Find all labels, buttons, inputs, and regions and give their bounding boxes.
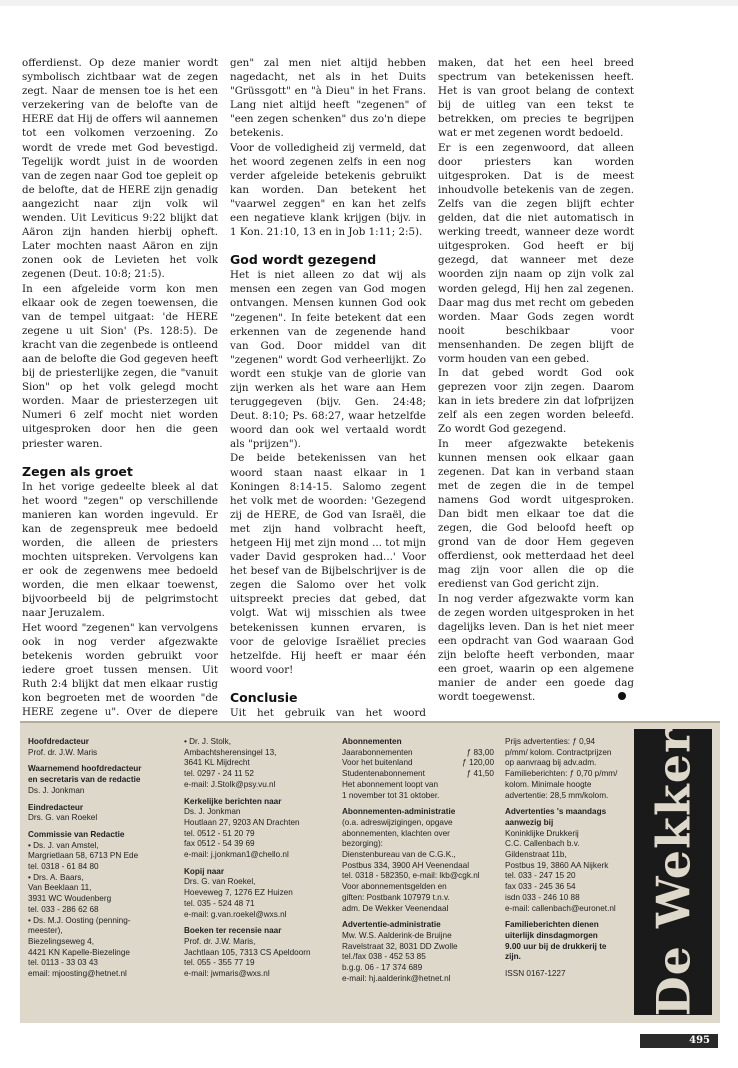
colophon-line: isdn 033 - 246 10 88 — [505, 892, 580, 902]
colophon-line: Van Beeklaan 11, — [28, 883, 92, 893]
colophon-heading: 9.00 uur bij de drukkerij te — [505, 941, 607, 951]
colophon-heading: Kopij naar — [184, 866, 225, 876]
paragraph: In meer afgezwakte betekenis kunnen mensen ook elkaar gaan zegenen. Dat kan in verband staan met de zegen die in de tempel namens God wordt uitgesproken. Dan bidt men elkaar toe dat die zegen, die God beloofd heeft op grond van de door Hem gegeven offerdienst, ook metterdaad het deel mag zijn voor allen die op die eredienst van God gericht zijn. — [438, 437, 634, 591]
colophon-heading: zijn. — [505, 952, 521, 962]
colophon-heading: Boeken ter recensie naar — [184, 926, 282, 936]
colophon-line: tel. 033 - 247 15 20 — [505, 871, 576, 881]
colophon-line: tel. 055 - 355 77 19 — [184, 958, 255, 968]
colophon-heading: Advertentie-administratie — [342, 920, 441, 930]
end-of-article-bullet-icon — [618, 692, 626, 700]
paragraph: De beide betekenissen van het woord staan naast elkaar in 1 Koningen 8:14-15. Salomo zegent het volk met de woorden: 'Gezegend zij de HERE, de God van Israël, die met zijn hand volbracht heeft, hetgeen Hij met zijn mond ... tot mijn vader David gesproken had...' Voor het besef van de Bijbelschrijver is de zegen die Salomo over het volk uitspreekt precies dat gebed, dat volgt. Wat wij misschien als twee betekenissen kunnen ervaren, is voor de gelovige Israëliet precies hetzelfde. Hij heeft er maar één woord voor! — [230, 452, 426, 676]
colophon-line: bezorging): — [342, 839, 383, 849]
colophon-line: Ambachtsherensingel 13, — [184, 747, 277, 757]
top-scan-edge — [0, 0, 738, 6]
section-heading: God wordt gezegend — [230, 252, 377, 268]
rate-label: Studentenabonnement — [342, 769, 425, 779]
colophon-line: fax 0512 - 54 39 69 — [184, 839, 255, 849]
colophon-line: op aanvraag bij adv.adm. — [505, 758, 597, 768]
email-link[interactable]: email: mjoosting@hetnet.nl — [28, 969, 127, 979]
colophon-column-3 — [342, 737, 494, 990]
colophon-line: p/mm/ kolom. Contractprijzen — [505, 747, 612, 757]
colophon-line: Prof. dr. J.W. Maris — [28, 747, 98, 757]
email-link[interactable]: e-mail: j.jonkman1@chello.nl — [184, 850, 289, 860]
colophon-heading: aanwezig bij — [505, 817, 554, 827]
colophon-line: (o.a. adreswijzigingen, opgave — [342, 817, 453, 827]
colophon-line: Ds. J. Jonkman — [184, 807, 241, 817]
colophon-line: Biezelingseweg 4, — [28, 936, 94, 946]
colophon-line: Dienstenbureau van de C.G.K., — [342, 850, 456, 860]
colophon-line: tel. 0113 - 33 03 43 — [28, 958, 98, 968]
rate-row — [342, 758, 494, 769]
colophon-line: fax 033 - 245 36 54 — [505, 882, 576, 892]
section-heading: Zegen als groet — [22, 463, 133, 479]
colophon-heading: Familieberichten dienen — [505, 920, 599, 930]
paragraph: In nog verder afgezwakte vorm kan de zegen worden uitgesproken in het dagelijks leven. Dan is het niet meer een opdracht van God waaraan God zijn belofte heeft verbonden, maar een groet, waarin op een algemene manier de ander een goede dag wordt toegewenst. — [438, 592, 634, 704]
rate-label: Voor het buitenland — [342, 758, 413, 768]
de-wekker-logo — [634, 729, 712, 1015]
rate-value: ƒ 41,50 — [466, 769, 494, 779]
colophon-line: Postbus 334, 3900 AH Veenendaal — [342, 860, 470, 870]
colophon-line: 1 november tot 31 oktober. — [342, 790, 440, 800]
colophon-heading: Hoofdredacteur — [28, 737, 89, 746]
colophon-line: Gildenstraat 11b, — [505, 850, 567, 860]
rate-value: ƒ 120,00 — [462, 758, 494, 768]
colophon-line: Prijs advertenties: ƒ 0,94 — [505, 737, 596, 746]
paragraph: Voor de volledigheid zij vermeld, dat het woord zegenen zelfs in een nog verder afgeleide betekenis gebruikt kan worden. Dan betekent het "vaarwel zeggen" en kan het zelfs een negatieve klank krijgen (bijv. in 1 Kon. 21:10, 13 en in Job 1:11; 2:5). — [230, 141, 426, 239]
colophon-line: 3641 KL Mijdrecht — [184, 758, 250, 768]
colophon-line: • Drs. A. Baars, — [28, 872, 84, 882]
colophon-line: 4421 KN Kapelle-Biezelinge — [28, 947, 130, 957]
colophon-line: advertentie: 28,5 mm/kolom. — [505, 790, 609, 800]
rate-row — [342, 748, 494, 759]
colophon-line: abonnementen, klachten over — [342, 828, 450, 838]
rate-value: ƒ 83,00 — [466, 747, 494, 757]
paragraph: In het vorige gedeelte bleek al dat het woord "zegen" op verschillende manieren kan worden ingevuld. Er kan de zegenspreuk mee bedoeld worden, die alleen de priesters mochten uitspreken. Vervolgens kan er ook de zegenwens mee bedoeld worden, die men elkaar toewenst, bijvoorbeeld bij de pelgrimstocht naar Jeruzalem. — [22, 480, 218, 620]
logo-text: De Wekker — [646, 727, 700, 1017]
email-link[interactable]: e-mail: J.Stolk@psy.vu.nl — [184, 779, 276, 789]
rate-label: Jaarabonnementen — [342, 747, 413, 757]
colophon-line: tel. 0297 - 24 11 52 — [184, 769, 254, 779]
colophon-line: Koninklijke Drukkerij — [505, 828, 579, 838]
colophon-line: tel. 0318 - 582350, e-mail: lkb@cgk.nl — [342, 871, 480, 881]
colophon-line: tel./fax 038 - 452 53 85 — [342, 952, 426, 962]
email-link[interactable]: e-mail: g.van.roekel@wxs.nl — [184, 909, 287, 919]
article-column-3 — [438, 56, 634, 704]
colophon-heading: Abonnementen-administratie — [342, 807, 456, 817]
colophon-line: Margrietlaan 58, 6713 PN Ede — [28, 851, 139, 861]
colophon-heading: Kerkelijke berichten naar — [184, 796, 282, 806]
colophon-heading: uiterlijk dinsdagmorgen — [505, 930, 598, 940]
paragraph: Er is een zegenwoord, dat alleen door priesters kan worden uitgesproken. Dat is de meest inhoudvolle betekenis van de zegen. Zelfs van die zegen blijft echter gelden, dat die niet automatisch in werking treedt, wanneer deze wordt uitgesproken. God heeft er bij gezegd, dat wanneer met deze woorden zijn naam op zijn volk zal worden gelegd, Hij hen zal zegenen. Daar mag dus met recht om gebeden worden. Maar Gods zegen wordt nooit beschikbaar voor mensenhanden. De zegen blijft de vorm houden van een gebed. — [438, 141, 634, 365]
colophon-line: • Ds. J. van Amstel, — [28, 840, 99, 850]
paragraph: In dat gebed wordt God ook geprezen voor zijn zegen. Daarom kan in iets bredere zin dat lofprijzen zelf als een zegen worden beleefd. Zo wordt God gezegend. — [438, 367, 634, 436]
colophon-line: C.C. Callenbach b.v. — [505, 839, 580, 849]
colophon-line: Familieberichten: ƒ 0,70 p/mm/ — [505, 769, 618, 779]
colophon-column-4 — [505, 737, 630, 986]
paragraph: In een afgeleide vorm kon men elkaar ook de zegen toewensen, die van de tempel uitgaat: 'de HERE zegene u uit Sion' (Ps. 128:5). De kracht van die zegenbede is ontleend aan de belofte die God gegeven heeft bij de priesterlijke zegen, die "vanuit Sion" op het volk gelegd mocht worden. Maar de priesterzegen uit Numeri 6 zelf mocht niet worden uitgesproken door hen die geen priester waren. — [22, 282, 218, 450]
rate-row — [342, 769, 494, 780]
colophon-heading: en secretaris van de redactie — [28, 775, 141, 785]
colophon-line: Prof. dr. J.W. Maris, — [184, 936, 256, 946]
colophon-line: Houtlaan 27, 9203 AN Drachten — [184, 817, 300, 827]
colophon-heading: Advertenties 's maandags — [505, 807, 607, 817]
paragraph: gen" zal men niet altijd hebben nagedacht, net als in het Duits "Grüssgott" en "à Dieu" in het Frans. Lang niet altijd heeft "zegenen" of "een zegen schenken" dus zo'n diepe betekenis. — [230, 57, 426, 140]
paragraph: maken, dat het een heel breed spectrum van betekenissen heeft. Het is van groot belang de context bij de uitleg van een tekst te betrekken, om precies te begrijpen wat er met zegenen wordt bedoeld. — [438, 57, 634, 140]
colophon-line: Hoeveweg 7, 1276 EZ Huizen — [184, 888, 293, 898]
colophon-heading: Waarnemend hoofdredacteur — [28, 764, 142, 774]
colophon-column-1 — [28, 737, 180, 986]
paragraph: Het woord "zegenen" kan vervolgens ook in nog verder afgezwakte betekenis worden gebruikt voor iedere groet tussen mensen. Uit Ruth 2:4 blijkt dat men elkaar rustig kon begroeten met de woorden "de HERE zegene u". Over de diepere — [22, 621, 218, 719]
colophon-line: kolom. Minimale hoogte — [505, 779, 592, 789]
colophon-heading: Abonnementen — [342, 737, 402, 746]
colophon-line: Ds. J. Jonkman — [28, 785, 85, 795]
colophon-line: • Dr. J. Stolk, — [184, 737, 231, 746]
colophon-line: tel. 035 - 524 48 71 — [184, 898, 255, 908]
colophon-line: meester), — [28, 926, 63, 936]
colophon-line: adm. De Wekker Veenendaal — [342, 903, 449, 913]
page-number: 495 — [689, 1035, 710, 1046]
article-column-1 — [22, 56, 218, 733]
colophon-line: • Ds. M.J. Oosting (penning- — [28, 915, 131, 925]
paragraph: Uit het gebruik van het woord — [230, 706, 426, 719]
colophon-line: Voor abonnementsgelden en — [342, 882, 447, 892]
colophon-line: Drs. G. van Roekel, — [184, 877, 256, 887]
article-column-2 — [230, 56, 426, 748]
paragraph: Het is niet alleen zo dat wij als mensen een zegen van God mogen ontvangen. Mensen kunnen God ook "zegenen". In feite betekent dat een erkennen van de zegenende hand van God. Door middel van dit "zegenen" wordt God verheerlijkt. Zo wordt een stukje van de glorie van zijn werken als het ware aan Hem teruggegeven (bijv. Gen. 24:48; Deut. 8:10; Ps. 68:27, waar hetzelfde woord dan ook wel vertaald wordt als "prijzen"). — [230, 269, 426, 451]
colophon-line: Ravelstraat 32, 8031 DD Zwolle — [342, 941, 458, 951]
colophon-box — [20, 721, 720, 1023]
email-link[interactable]: e-mail: jwmaris@wxs.nl — [184, 969, 270, 979]
colophon-line: tel. 0512 - 51 20 79 — [184, 828, 255, 838]
colophon-line: 3931 WC Woudenberg — [28, 894, 112, 904]
colophon-heading: Commissie van Redactie — [28, 829, 125, 839]
colophon-line: Jachtlaan 105, 7313 CS Apeldoorn — [184, 947, 311, 957]
colophon-line: Drs. G. van Roekel — [28, 813, 98, 823]
colophon-line: b.g.g. 06 - 17 374 689 — [342, 963, 423, 973]
colophon-line: Postbus 19, 3860 AA Nijkerk — [505, 860, 609, 870]
section-heading: Conclusie — [230, 689, 298, 705]
colophon-heading: Eindredacteur — [28, 802, 84, 812]
colophon-line: Het abonnement loopt van — [342, 779, 439, 789]
issn-number: ISSN 0167-1227 — [505, 969, 566, 979]
colophon-column-2 — [184, 737, 334, 986]
colophon-line: Mw. W.S. Aalderink-de Bruijne — [342, 930, 452, 940]
paragraph: offerdienst. Op deze manier wordt symbolisch zichtbaar wat de zegen zegt. Naar de mensen toe is het een verzekering van de belofte van de HERE dat Hij de offers wil aannemen tot een volkomen verzoening. Zo wordt de vrede met God bevestigd. Tegelijk wordt juist in de woorden van de zegen naar God toe gepleit op de belofte, dat de HERE zijn genadig aangezicht naar zijn volk wil wenden. Uit Leviticus 9:22 blijkt dat Aäron zijn handen hierbij opheft. Later mochten naast Aäron en zijn zonen ook de Levieten het volk zegenen (Deut. 10:8; 21:5). — [22, 57, 218, 281]
colophon-line: tel. 0318 - 61 84 80 — [28, 862, 99, 872]
email-link[interactable]: e-mail: hj.aalderink@hetnet.nl — [342, 973, 451, 983]
email-link[interactable]: e-mail: callenbach@euronet.nl — [505, 903, 616, 913]
colophon-line: tel. 033 - 286 62 68 — [28, 904, 99, 914]
colophon-line: giften: Postbank 107979 t.n.v. — [342, 892, 450, 902]
